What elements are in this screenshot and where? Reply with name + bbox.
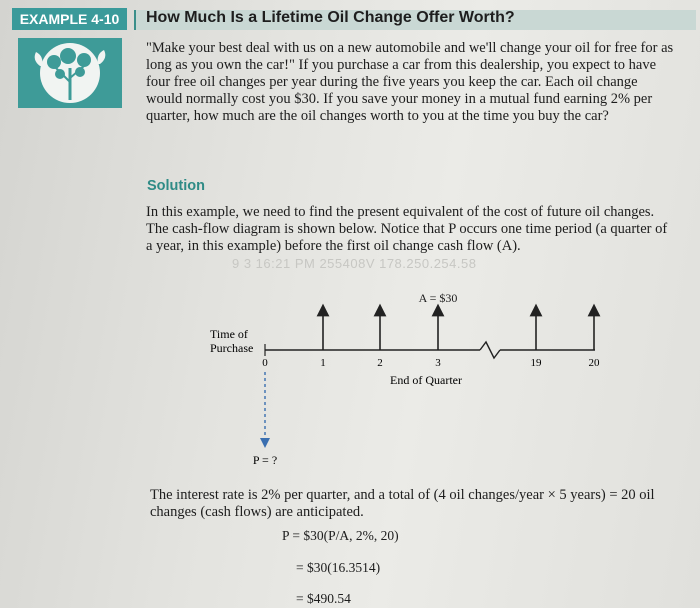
- period-label-0: 0: [262, 357, 268, 369]
- period-label-20: 20: [588, 357, 600, 369]
- cash-flow-diagram: [190, 280, 630, 480]
- axis-label: End of Quarter: [390, 373, 462, 387]
- summary-text: The interest rate is 2% per quarter, and a total of (4 oil changes/year × 5 years) = 20 oil changes (cash flows) are anticipated.: [150, 487, 655, 520]
- period-label-2: 2: [377, 357, 383, 369]
- cash-flow-arrows: [323, 310, 594, 350]
- present-value-arrowhead: [260, 438, 270, 448]
- time-of-purchase-line1: Time of: [210, 327, 248, 341]
- equation-line-2: = $30(16.3514): [296, 560, 381, 575]
- equation-line-3: = $490.54: [296, 591, 351, 606]
- solution-text: In this example, we need to find the present equivalent of the cost of future oil changes. The cash-flow diagram is shown below. Notice that P occurs one time period (a quarter of a year, in this example) before the first oil change cash flow (A).: [146, 204, 668, 254]
- tree-icon: [18, 38, 122, 108]
- example-tag: EXAMPLE 4-10: [12, 8, 127, 30]
- present-value-label: P = ?: [252, 453, 278, 467]
- period-label-19: 19: [530, 357, 542, 369]
- example-title: How Much Is a Lifetime Oil Change Offer Worth?: [146, 9, 515, 26]
- problem-statement: "Make your best deal with us on a new automobile and we'll change your oil for free for as long as you own the car!" If you purchase a car from this dealership, you expect to have four free oil changes per year during the five years you keep the car. Each oil change would normally cost you $30. If you save your money in a mutual fund earning 2% per quarter, how much are the oil changes worth to you at the time you buy the car?: [146, 40, 674, 124]
- solution-heading: Solution: [147, 178, 205, 194]
- period-label-1: 1: [320, 357, 326, 369]
- equation-line-1: P = $30(P/A, 2%, 20): [282, 528, 399, 543]
- axis-break: [480, 342, 500, 358]
- watermark: 9 3 16:21 PM 255408V 178.250.254.58: [232, 256, 477, 271]
- period-label-3: 3: [435, 357, 441, 369]
- time-of-purchase-line2: Purchase: [210, 341, 254, 355]
- annuity-label: A = $30: [418, 291, 458, 305]
